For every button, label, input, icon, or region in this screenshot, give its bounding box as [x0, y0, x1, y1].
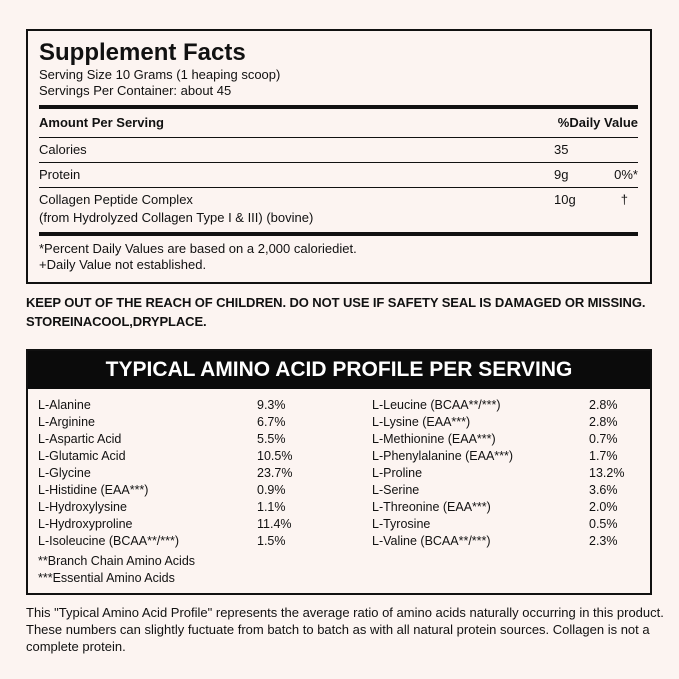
eaa-note: ***Essential Amino Acids — [38, 571, 175, 585]
daily-value-header: %Daily Value — [557, 115, 638, 130]
warning-text: KEEP OUT OF THE REACH OF CHILDREN. DO NOT USE IF SAFETY SEAL IS DAMAGED OR MISSING. STOREINACOOL,DRYPLACE. — [26, 295, 646, 329]
amino-notes — [38, 553, 195, 587]
protein-amount: 9g — [554, 167, 569, 182]
amino-acid-name: L-Hydroxyproline — [38, 517, 133, 531]
amino-acid-value: 23.7% — [257, 466, 293, 480]
amino-acid-value: 2.8% — [589, 415, 618, 429]
collagen-dv: † — [620, 192, 628, 207]
collagen-sublabel: (from Hydrolyzed Collagen Type I & III) (bovine) — [39, 210, 314, 225]
amino-acid-value: 11.4% — [257, 517, 292, 531]
amino-acid-value: 9.3% — [257, 398, 286, 412]
supplement-facts-panel — [26, 29, 652, 284]
amino-acid-name: L-Serine — [372, 483, 420, 497]
protein-row — [39, 163, 638, 187]
amino-acid-row — [38, 397, 318, 414]
amino-acid-value: 3.6% — [589, 483, 618, 497]
amino-acid-value: 0.7% — [589, 432, 618, 446]
amino-acid-name: L-Valine (BCAA**/***) — [372, 534, 491, 548]
amount-per-serving-header: Amount Per Serving — [39, 115, 164, 130]
collagen-label-block — [39, 191, 554, 227]
amino-acid-row — [372, 431, 642, 448]
protein-dv: 0%* — [614, 167, 638, 182]
amino-acid-value: 2.8% — [589, 398, 618, 412]
collagen-row — [39, 188, 638, 232]
amino-acid-row — [38, 465, 318, 482]
amino-acid-value: 2.0% — [589, 500, 618, 514]
calories-amount: 35 — [554, 142, 569, 157]
amino-acid-value: 1.7% — [589, 449, 618, 463]
daily-values-footnote: *Percent Daily Values are based on a 2,000 caloriediet. — [39, 241, 357, 256]
amino-acid-name: L-Methionine (EAA***) — [372, 432, 496, 446]
amino-acid-row — [372, 448, 642, 465]
amino-acid-value: 1.1% — [257, 500, 286, 514]
amino-acid-panel — [26, 349, 652, 595]
amino-acid-row — [38, 431, 318, 448]
amino-acid-value: 0.9% — [257, 483, 286, 497]
collagen-label: Collagen Peptide Complex — [39, 192, 193, 207]
amino-acid-name: L-Threonine (EAA***) — [372, 500, 491, 514]
amino-acid-name: L-Aspartic Acid — [38, 432, 122, 446]
amino-acid-name: L-Alanine — [38, 398, 91, 412]
profile-note: This "Typical Amino Acid Profile" represents the average ratio of amino acids naturally occurring in this product. These numbers can slightly fuctuate from batch to batch as with all natural protein sources. Collagen is not a complete protein. — [26, 605, 664, 654]
amino-acid-name: L-Histidine (EAA***) — [38, 483, 149, 497]
amino-acid-value: 13.2% — [589, 466, 625, 480]
servings-per-container: Servings Per Container: about 45 — [39, 83, 232, 98]
amino-acid-value: 1.5% — [257, 534, 286, 548]
amino-acid-row — [372, 499, 642, 516]
amino-acid-value: 2.3% — [589, 534, 618, 548]
amino-acid-title: TYPICAL AMINO ACID PROFILE PER SERVING — [28, 351, 650, 389]
facts-footnotes — [39, 236, 638, 273]
amino-acid-name: L-Arginine — [38, 415, 95, 429]
serving-size: Serving Size 10 Grams (1 heaping scoop) — [39, 67, 281, 82]
amino-acid-row — [372, 533, 642, 550]
bcaa-note: **Branch Chain Amino Acids — [38, 554, 196, 568]
amino-acid-value: 10.5% — [257, 449, 293, 463]
amino-acid-name: L-Glutamic Acid — [38, 449, 126, 463]
amino-acid-name: L-Phenylalanine (EAA***) — [372, 449, 514, 463]
amino-acid-row — [372, 482, 642, 499]
amino-acid-row — [372, 465, 642, 482]
amino-acid-name: L-Proline — [372, 466, 423, 480]
amino-acid-name: L-Tyrosine — [372, 517, 431, 531]
amino-acid-row — [38, 414, 318, 431]
amino-acid-name: L-Hydroxylysine — [38, 500, 127, 514]
collagen-amount: 10g — [554, 192, 576, 207]
supplement-facts-title: Supplement Facts — [39, 39, 246, 66]
amino-acid-row — [38, 516, 318, 533]
amino-acid-name: L-Leucine (BCAA**/***) — [372, 398, 501, 412]
amino-acid-row — [38, 482, 318, 499]
amino-acid-value: 5.5% — [257, 432, 286, 446]
amino-acid-row — [372, 516, 642, 533]
amino-acid-row — [38, 533, 318, 550]
not-established-footnote: +Daily Value not established. — [39, 257, 207, 272]
amino-acid-row — [372, 397, 642, 414]
amino-acid-name: L-Glycine — [38, 466, 91, 480]
amino-acid-name: L-Isoleucine (BCAA**/***) — [38, 534, 180, 548]
amino-right-column — [372, 397, 642, 550]
calories-label: Calories — [39, 142, 87, 157]
amino-acid-row — [38, 499, 318, 516]
facts-header-row — [39, 109, 638, 137]
amino-acid-row — [38, 448, 318, 465]
amino-acid-value: 6.7% — [257, 415, 286, 429]
amino-acid-value: 0.5% — [589, 517, 618, 531]
calories-row — [39, 138, 638, 162]
amino-acid-name: L-Lysine (EAA***) — [372, 415, 471, 429]
amino-left-column — [38, 397, 318, 550]
protein-label: Protein — [39, 167, 81, 182]
amino-acid-row — [372, 414, 642, 431]
